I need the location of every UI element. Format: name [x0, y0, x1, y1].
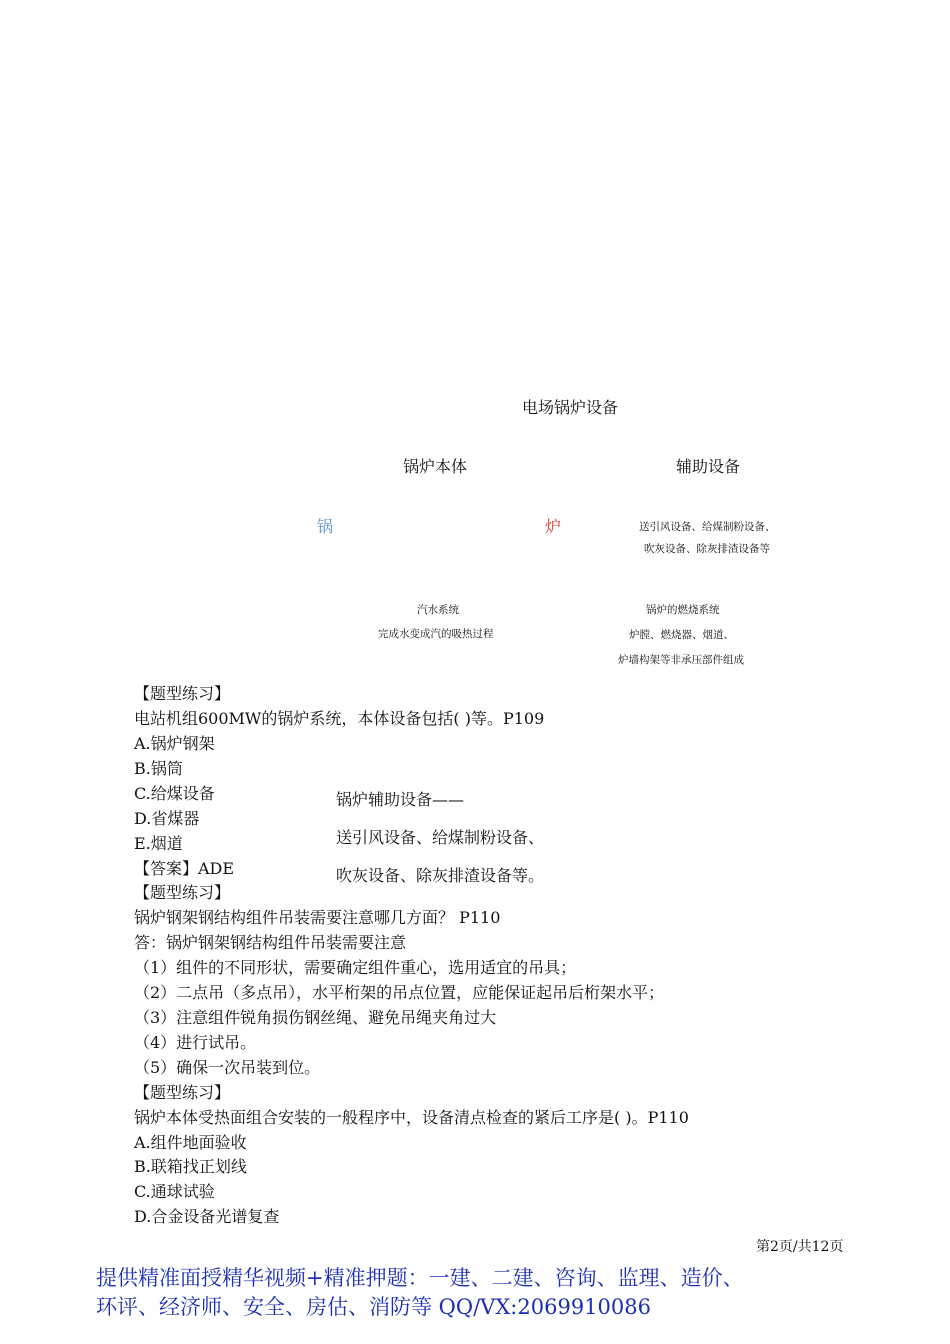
q1-note-2: 送引风设备、给煤制粉设备、: [336, 828, 545, 847]
diagram-burn-desc-1: 炉膛、燃烧器、烟道、: [629, 629, 734, 641]
q2-point-1: （1）组件的不同形状，需要确定组件重心，选用适宜的吊具；: [134, 958, 577, 977]
q2-point-2: （2）二点吊（多点吊），水平桁架的吊点位置，应能保证起吊后桁架水平；: [134, 983, 665, 1002]
q1-option-e: E.烟道: [134, 834, 183, 853]
q1-option-a: A.锅炉钢架: [134, 734, 215, 753]
diagram-aux-desc-1: 送引风设备、给煤制粉设备、: [639, 521, 776, 533]
q1-note-3: 吹灰设备、除灰排渣设备等。: [336, 866, 545, 885]
q2-point-5: （5）确保一次吊装到位。: [134, 1058, 321, 1077]
diagram-aux-label: 辅助设备: [676, 457, 741, 476]
ad-line-1: 提供精准面授精华视频+精准押题：一建、二建、咨询、监理、造价、: [96, 1266, 744, 1290]
page-number: 第2页/共12页: [756, 1239, 844, 1255]
q2-heading: 【题型练习】: [134, 883, 231, 902]
q2-point-3: （3）注意组件锐角损伤钢丝绳、避免吊绳夹角过大: [134, 1008, 497, 1027]
q3-option-b: B.联箱找正划线: [134, 1157, 247, 1176]
q1-note-1: 锅炉辅助设备——: [336, 790, 465, 809]
q1-question: 电站机组600MW的锅炉系统，本体设备包括( )等。P109: [134, 709, 545, 728]
q3-option-d: D.合金设备光谱复查: [134, 1207, 280, 1226]
q1-option-d: D.省煤器: [134, 809, 200, 828]
diagram-root: 电场锅炉设备: [522, 398, 619, 417]
q3-question: 锅炉本体受热面组合安装的一般程序中，设备清点检查的紧后工序是( )。P110: [134, 1108, 689, 1127]
q3-option-c: C.通球试验: [134, 1182, 215, 1201]
q2-point-4: （4）进行试吊。: [134, 1033, 257, 1052]
q1-option-b: B.锅筒: [134, 759, 183, 778]
diagram-body-label: 锅炉本体: [403, 457, 468, 476]
diagram-water-desc: 完成水变成汽的吸热过程: [378, 628, 494, 640]
q1-option-c: C.给煤设备: [134, 784, 215, 803]
q2-question: 锅炉钢架钢结构组件吊装需要注意哪几方面？ P110: [134, 908, 501, 927]
q1-answer: 【答案】ADE: [134, 859, 235, 878]
ad-line-2: 环评、经济师、安全、房估、消防等 QQ/VX:2069910086: [96, 1295, 651, 1319]
diagram-burn-title: 锅炉的燃烧系统: [646, 604, 720, 616]
q2-answer-intro: 答：锅炉钢架钢结构组件吊装需要注意: [134, 933, 407, 952]
q3-heading: 【题型练习】: [134, 1083, 231, 1102]
diagram-water-title: 汽水系统: [417, 604, 459, 616]
diagram-aux-desc-2: 吹灰设备、除灰排渣设备等: [644, 543, 770, 555]
diagram-lu: 炉: [545, 517, 562, 536]
q3-option-a: A.组件地面验收: [134, 1133, 247, 1152]
diagram-burn-desc-2: 炉墙构架等非承压部件组成: [618, 654, 744, 666]
q1-heading: 【题型练习】: [134, 684, 231, 703]
diagram-guo: 锅: [317, 517, 334, 536]
